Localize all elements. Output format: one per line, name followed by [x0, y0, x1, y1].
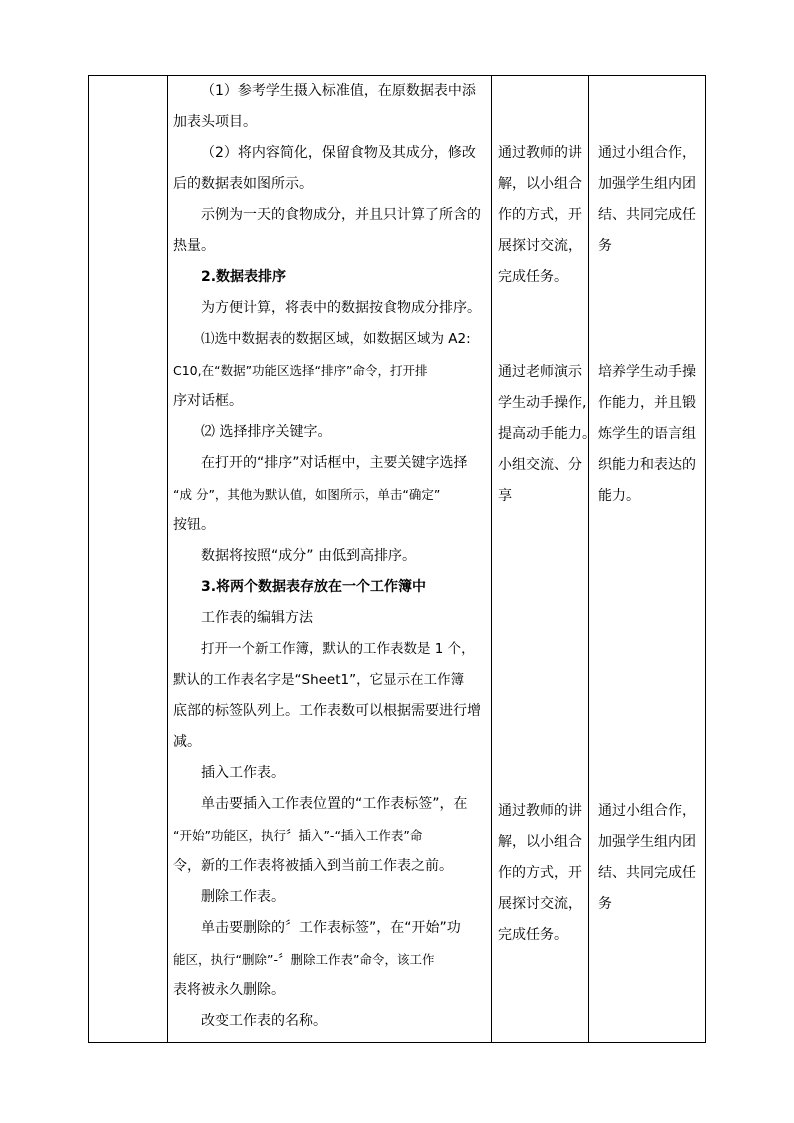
- content-line: 默认的工作表名字是“Sheet1”，它显示在工作簿: [173, 672, 465, 688]
- content-line: 减。: [173, 734, 201, 750]
- content-line: 单击要删除的〞工作表标签”，在“开始”功: [201, 920, 461, 936]
- note-line: 作的方式，开: [498, 207, 582, 223]
- content-line: 插入工作表。: [201, 765, 285, 781]
- note-line: 解，以小组合: [498, 176, 582, 192]
- content-line: “成 分”，其他为默认值，如图所示，单击“确定”: [173, 487, 441, 502]
- content-line: 为方便计算，将表中的数据按食物成分排序。: [201, 300, 481, 316]
- content-line: “开始”功能区，执行〞插入”-“插入工作表”命: [173, 828, 423, 843]
- note-line: 培养学生动手操: [598, 364, 696, 380]
- note-line: 作的方式，开: [498, 865, 582, 881]
- content-line: 令，新的工作表将被插入到当前工作表之前。: [173, 858, 453, 874]
- note-line: 通过教师的讲: [498, 803, 582, 819]
- note-line: 炼学生的语言组: [598, 426, 696, 442]
- content-line: 序对话框。: [173, 393, 243, 409]
- note-line: 务: [598, 896, 612, 912]
- content-line: ⑵ 选择排序关键字。: [201, 424, 332, 440]
- note-line: 提高动手能力。: [498, 426, 596, 442]
- note-line: 通过老师演示: [498, 364, 582, 380]
- content-line: 加表头项目。: [173, 114, 257, 130]
- content-line: 能区，执行“删除”-〞删除工作表”命令，该工作: [173, 952, 435, 967]
- content-line: 单击要插入工作表位置的“工作表标签”，在: [201, 796, 468, 812]
- note-line: 能力。: [598, 488, 640, 504]
- note-line: 学生动手操作,: [498, 395, 587, 411]
- content-line: 删除工作表。: [201, 889, 285, 905]
- design-purpose-note: [595, 796, 707, 920]
- note-line: 务: [598, 238, 612, 254]
- content-line: 数据将按照“成分” 由低到高排序。: [201, 548, 416, 564]
- note-line: 完成任务。: [498, 927, 568, 943]
- content-line: 热量。: [173, 238, 215, 254]
- content-line: 工作表的编辑方法: [201, 610, 313, 626]
- design-purpose-note: [595, 357, 707, 512]
- note-line: 结、共同完成任: [598, 207, 696, 223]
- content-line: 按钮。: [173, 517, 215, 533]
- lesson-table: [88, 75, 706, 1043]
- note-line: 结、共同完成任: [598, 865, 696, 881]
- note-line: 作能力，并且锻: [598, 395, 696, 411]
- note-line: 小组交流、分: [498, 457, 582, 473]
- content-line: 示例为一天的食物成分，并且只计算了所含的: [201, 207, 481, 223]
- content-line: （1）参考学生摄入标准值，在原数据表中添: [201, 83, 476, 99]
- content-line: （2）将内容简化，保留食物及其成分，修改: [201, 145, 476, 161]
- content-line: 在打开的“排序”对话框中，主要关键字选择: [201, 455, 468, 471]
- note-line: 织能力和表达的: [598, 457, 696, 473]
- teacher-activity-note: [496, 357, 596, 512]
- content-line: 底部的标签队列上。工作表数可以根据需要进行增: [173, 703, 481, 719]
- teacher-activity-note: [496, 796, 590, 951]
- section-heading: 2.数据表排序: [201, 269, 287, 285]
- content-line: ⑴选中数据表的数据区域，如数据区域为 A2:: [201, 331, 471, 347]
- note-line: 通过教师的讲: [498, 145, 582, 161]
- note-line: 展探讨交流，: [498, 238, 582, 254]
- content-line: 表将被永久删除。: [173, 982, 285, 998]
- content-line: 打开一个新工作簿，默认的工作表数是 1 个，: [201, 641, 475, 657]
- content-line: 后的数据表如图所示。: [173, 176, 313, 192]
- content-line: C10,在“数据”功能区选择“排序”命令，打开排: [173, 363, 428, 378]
- note-line: 解，以小组合: [498, 834, 582, 850]
- teacher-activity-note: [496, 138, 590, 293]
- design-purpose-note: [595, 138, 707, 262]
- note-line: 通过小组合作，: [598, 145, 696, 161]
- section-heading: 3.将两个数据表存放在一个工作簿中: [201, 579, 427, 595]
- note-line: 享: [498, 488, 512, 504]
- content-line: 改变工作表的名称。: [201, 1013, 327, 1029]
- note-line: 完成任务。: [498, 269, 568, 285]
- note-line: 加强学生组内团: [598, 176, 696, 192]
- note-line: 加强学生组内团: [598, 834, 696, 850]
- note-line: 通过小组合作，: [598, 803, 696, 819]
- note-line: 展探讨交流，: [498, 896, 582, 912]
